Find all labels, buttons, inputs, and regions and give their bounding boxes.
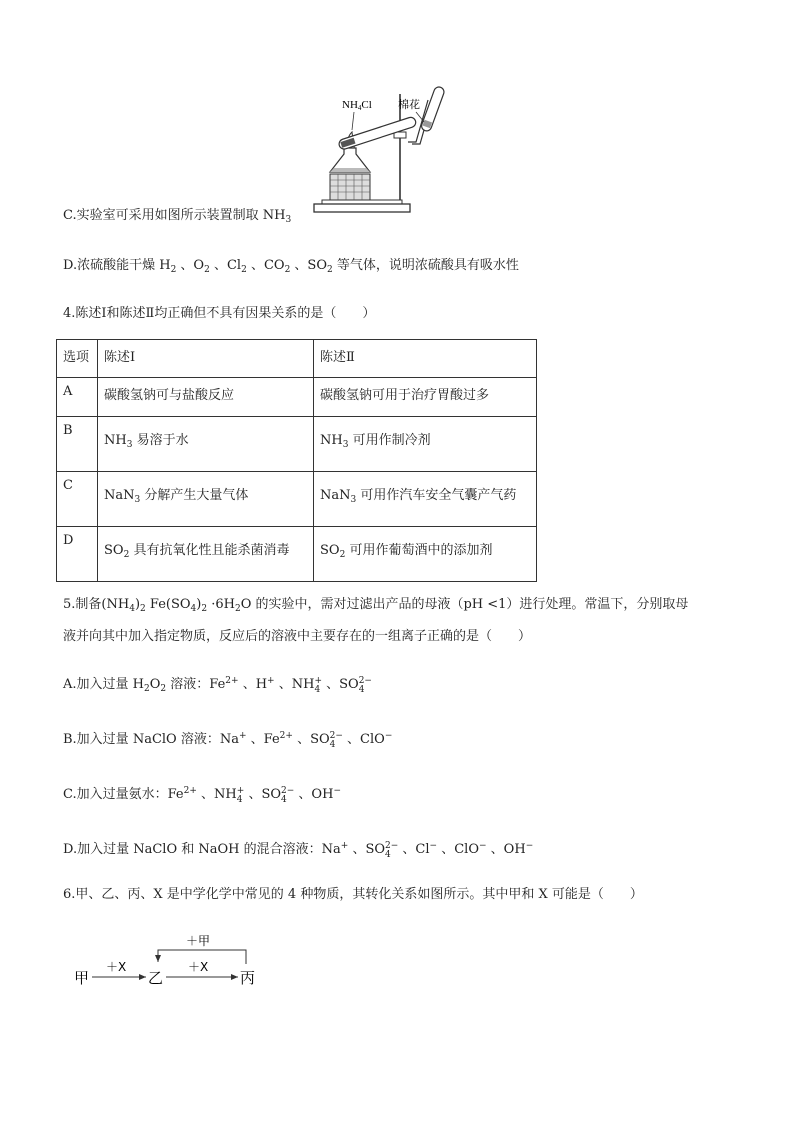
table-row (57, 527, 537, 582)
arrow-2-label: ＋X (188, 960, 209, 974)
node-yi: 乙 (148, 969, 164, 987)
arrow-top-label: ＋甲 (186, 934, 211, 948)
row-option: C (57, 472, 98, 527)
nh3-apparatus-diagram (312, 86, 452, 216)
row-statement-1: $NH_3$ 易溶于水 (98, 417, 314, 472)
question-5-stem-line-2: 液并向其中加入指定物质，反应后的溶液中主要存在的一组离子正确的是（ ） (63, 629, 532, 644)
header-statement-2: 陈述Ⅱ (314, 340, 537, 378)
question-6-stem: 6.甲、乙、丙、X 是中学化学中常见的 4 种物质，其转化关系如图所示。其中甲和 X 可能是（ ） (63, 887, 643, 902)
table-row (57, 417, 537, 472)
header-option: 选项 (57, 340, 98, 378)
row-statement-2: NaN$_3$ 可用作汽车安全气囊产气药 (314, 472, 537, 527)
row-statement-1: $SO_2$ 具有抗氧化性且能杀菌消毒 (98, 527, 314, 582)
table-header-row (57, 340, 537, 378)
table-row (57, 378, 537, 417)
question-4-stem: 4.陈述Ⅰ和陈述Ⅱ均正确但不具有因果关系的是（ ） (63, 306, 376, 321)
arrow-1-label: ＋X (106, 960, 127, 974)
option-d-text: D.浓硫酸能干燥 $H_2$ 、$O_2$ 、$Cl_2$ 、$CO_2$ 、$SO_2$ 等气体，说明浓硫酸具有吸水性 (63, 258, 519, 275)
row-statement-2: 碳酸氢钠可用于治疗胃酸过多 (314, 378, 537, 417)
row-option: B (57, 417, 98, 472)
label-nh4cl: NH4Cl (342, 99, 372, 112)
q5-option-b: B.加入过量 NaClO 溶液：Na+ 、$Fe^{2+}$ 、SO 2− 4 、ClO− (63, 731, 393, 750)
question-5-stem-line-1: 5.制备$(NH_4)_2$ $Fe(SO_4)_2 \cdot 6H_2O$ 的实验中，需对过滤出产品的母液（pH <1）进行处理。常温下，分别取母 (63, 597, 689, 614)
conversion-scheme-diagram (74, 928, 274, 992)
heater-block (330, 174, 370, 200)
row-option: D (57, 527, 98, 582)
row-option: A (57, 378, 98, 417)
q5-option-d: D.加入过量 NaClO 和 NaOH 的混合溶液：Na+ 、SO 2− 4 、Cl− 、ClO− 、OH− (63, 841, 534, 860)
question-4-table (56, 339, 537, 582)
node-bing: 丙 (240, 969, 256, 987)
option-c-text: C.实验室可采用如图所示装置制取 $NH_3$ (63, 208, 292, 225)
row-statement-1: 碳酸氢钠可与盐酸反应 (98, 378, 314, 417)
header-statement-1: 陈述Ⅰ (98, 340, 314, 378)
q5-option-a: A.加入过量 $H_2O_2$ 溶液：$Fe^{2+}$ 、H+ 、NH + 4 、SO 2− 4 (63, 676, 372, 695)
row-statement-1: NaN$_3$ 分解产生大量气体 (98, 472, 314, 527)
table-row (57, 472, 537, 527)
stand-base (314, 204, 410, 212)
q5-option-c: C.加入过量氨水：$Fe^{2+}$ 、NH + 4 、SO 2− 4 、OH− (63, 786, 341, 805)
row-statement-2: $NH_3$ 可用作制冷剂 (314, 417, 537, 472)
node-jia: 甲 (74, 969, 90, 987)
row-statement-2: $SO_2$ 可用作葡萄酒中的添加剂 (314, 527, 537, 582)
label-cotton: 棉花 (398, 98, 420, 111)
